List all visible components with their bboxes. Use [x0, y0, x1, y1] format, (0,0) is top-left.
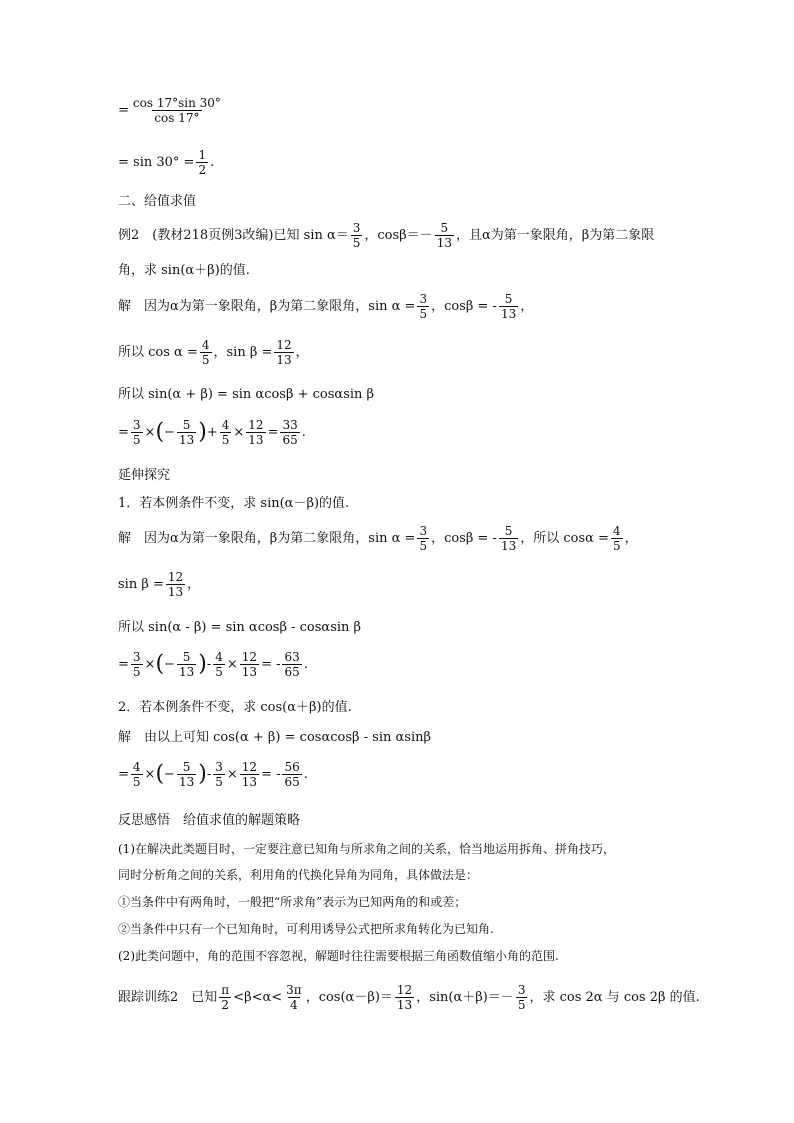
solution-line-1: 解 因为α为第一象限角，β为第二象限角，sin α = $\frac{3}{5}$ ，cosβ = - $\frac{5}{13}$ ， — [118, 292, 534, 321]
fraction: $\frac{5}{13}$ — [436, 221, 452, 250]
fraction: $\frac{4}{5}$ — [221, 418, 230, 447]
fraction: $\frac{5}{13}$ — [178, 650, 195, 679]
ext2-line-2: = $\frac{4}{5}$ ×(− $\frac{5}{13}$ )- $\frac{3}{5}$ × $\frac{12}{13}$ = - $\frac{56}{65}$ . — [118, 760, 308, 789]
ext1-line-2: sin β = $\frac{12}{13}$ ， — [118, 570, 201, 599]
fraction: $\frac{\pi}{2}$ — [221, 983, 230, 1012]
solution-line-3: 所以 sin(α + β) = sin αcosβ + cosαsin β — [118, 387, 375, 402]
fraction: $\frac{4}{5}$ — [132, 760, 141, 789]
reflection-title: 反思感悟 给值求值的解题策略 — [118, 813, 301, 828]
fraction: $\frac{5}{13}$ — [500, 292, 517, 321]
fraction: $\frac{4}{5}$ — [201, 338, 210, 367]
example-statement: 例2 (教材218页例3改编)已知 sin α＝ $\frac{3}{5}$ ，cosβ＝－ $\frac{5}{13}$ ，且α为第一象限角，β为第二象限 — [118, 221, 655, 250]
ext1-line-3: 所以 sin(α - β) = sin αcosβ - cosαsin β — [118, 620, 362, 635]
fraction: $\frac{3}{5}$ — [419, 292, 428, 321]
fraction: $\frac{5}{13}$ — [178, 760, 195, 789]
fraction: $\frac{33}{65}$ — [282, 418, 298, 447]
extension-title: 延伸探究 — [118, 468, 171, 483]
fraction: $\frac{3}{5}$ — [132, 418, 141, 447]
fraction: $\frac{5}{13}$ — [178, 418, 195, 447]
fraction: $\frac{12}{13}$ — [167, 570, 184, 599]
fraction: $\frac{3}{5}$ — [352, 221, 361, 250]
reflection-p3: ②当条件中只有一个已知角时，可利用诱导公式把所求角转化为已知角. — [118, 922, 494, 936]
solution-line-4: = $\frac{3}{5}$ ×(− $\frac{5}{13}$ )+ $\frac{4}{5}$ × $\frac{12}{13}$ = $\frac{33}{65}$ . — [118, 418, 306, 447]
fraction: $\frac{4}{5}$ — [215, 650, 223, 679]
fraction: $\frac{12}{13}$ — [248, 418, 264, 447]
fraction: $\frac{3\pi}{4}$ — [286, 983, 302, 1012]
fraction: $\frac{\cos 17^\circ\sin 30^\circ}{\cos 17^\circ}$ — [132, 96, 221, 125]
fraction: $\frac{4}{5}$ — [612, 524, 621, 553]
solution-line-2: 所以 cos α = $\frac{4}{5}$ ，sin β = $\frac{12}{13}$ ， — [118, 338, 309, 367]
ext2-line-1: 解 由以上可知 cos(α + β) = cosαcosβ - sin αsinβ — [118, 730, 432, 745]
fraction: $\frac{3}{5}$ — [215, 760, 223, 789]
section-title: 二、给值求值 — [118, 194, 197, 209]
fraction: $\frac{12}{13}$ — [276, 338, 292, 367]
ext1-line-1: 解 因为α为第一象限角，β为第二象限角，sin α = $\frac{3}{5}$ ，cosβ = - $\frac{5}{13}$ ，所以 cosα = $\frac{4}{5}$ ， — [118, 524, 638, 553]
ext2-question: 2．若本例条件不变，求 cos(α＋β)的值. — [118, 700, 352, 715]
reflection-p1: (1)在解决此类题目时，一定要注意已知角与所求角之间的关系，恰当地运用拆角、拼角技巧， — [118, 842, 616, 856]
fraction: $\frac{3}{5}$ — [517, 983, 526, 1012]
fraction: $\frac{1}{2}$ — [198, 148, 207, 177]
fraction: $\frac{63}{65}$ — [284, 650, 300, 679]
reflection-p2: ①当条件中有两角时，一般把“所求角”表示为已知两角的和或差； — [118, 895, 467, 909]
reflection-p1b: 同时分析角之间的关系，利用角的代换化异角为同角，具体做法是： — [118, 868, 479, 882]
reflection-p4: (2)此类问题中，角的范围不容忽视，解题时往往需要根据三角函数值缩小角的范围. — [118, 949, 559, 963]
fraction: $\frac{12}{13}$ — [396, 983, 413, 1012]
ext1-question: 1．若本例条件不变，求 sin(α－β)的值. — [118, 496, 350, 511]
formula-line-1: = $\frac{\cos 17^\circ\sin 30^\circ}{\cos 17^\circ}$ — [118, 96, 221, 125]
fraction: $\frac{3}{5}$ — [132, 650, 141, 679]
example-statement-line2: 角，求 sin(α＋β)的值. — [118, 263, 250, 278]
ext1-line-4: = $\frac{3}{5}$ ×(− $\frac{5}{13}$ )- $\frac{4}{5}$ × $\frac{12}{13}$ = - $\frac{63}{65}$ . — [118, 650, 308, 679]
tracking-exercise: 跟踪训练2 已知 $\frac{\pi}{2}$ <β<α< $\frac{3\pi}{4}$ ，cos(α－β)＝ $\frac{12}{13}$ ，sin(α＋β)＝－ $\frac{3}{5}$ ，求 cos 2α 与 cos 2β 的值. — [118, 983, 700, 1012]
fraction: $\frac{5}{13}$ — [500, 524, 517, 553]
fraction: $\frac{12}{13}$ — [241, 760, 258, 789]
fraction: $\frac{3}{5}$ — [419, 524, 428, 553]
fraction: $\frac{12}{13}$ — [241, 650, 258, 679]
formula-line-2: = sin 30° = $\frac{1}{2}$ . — [118, 148, 215, 177]
fraction: $\frac{56}{65}$ — [284, 760, 300, 789]
